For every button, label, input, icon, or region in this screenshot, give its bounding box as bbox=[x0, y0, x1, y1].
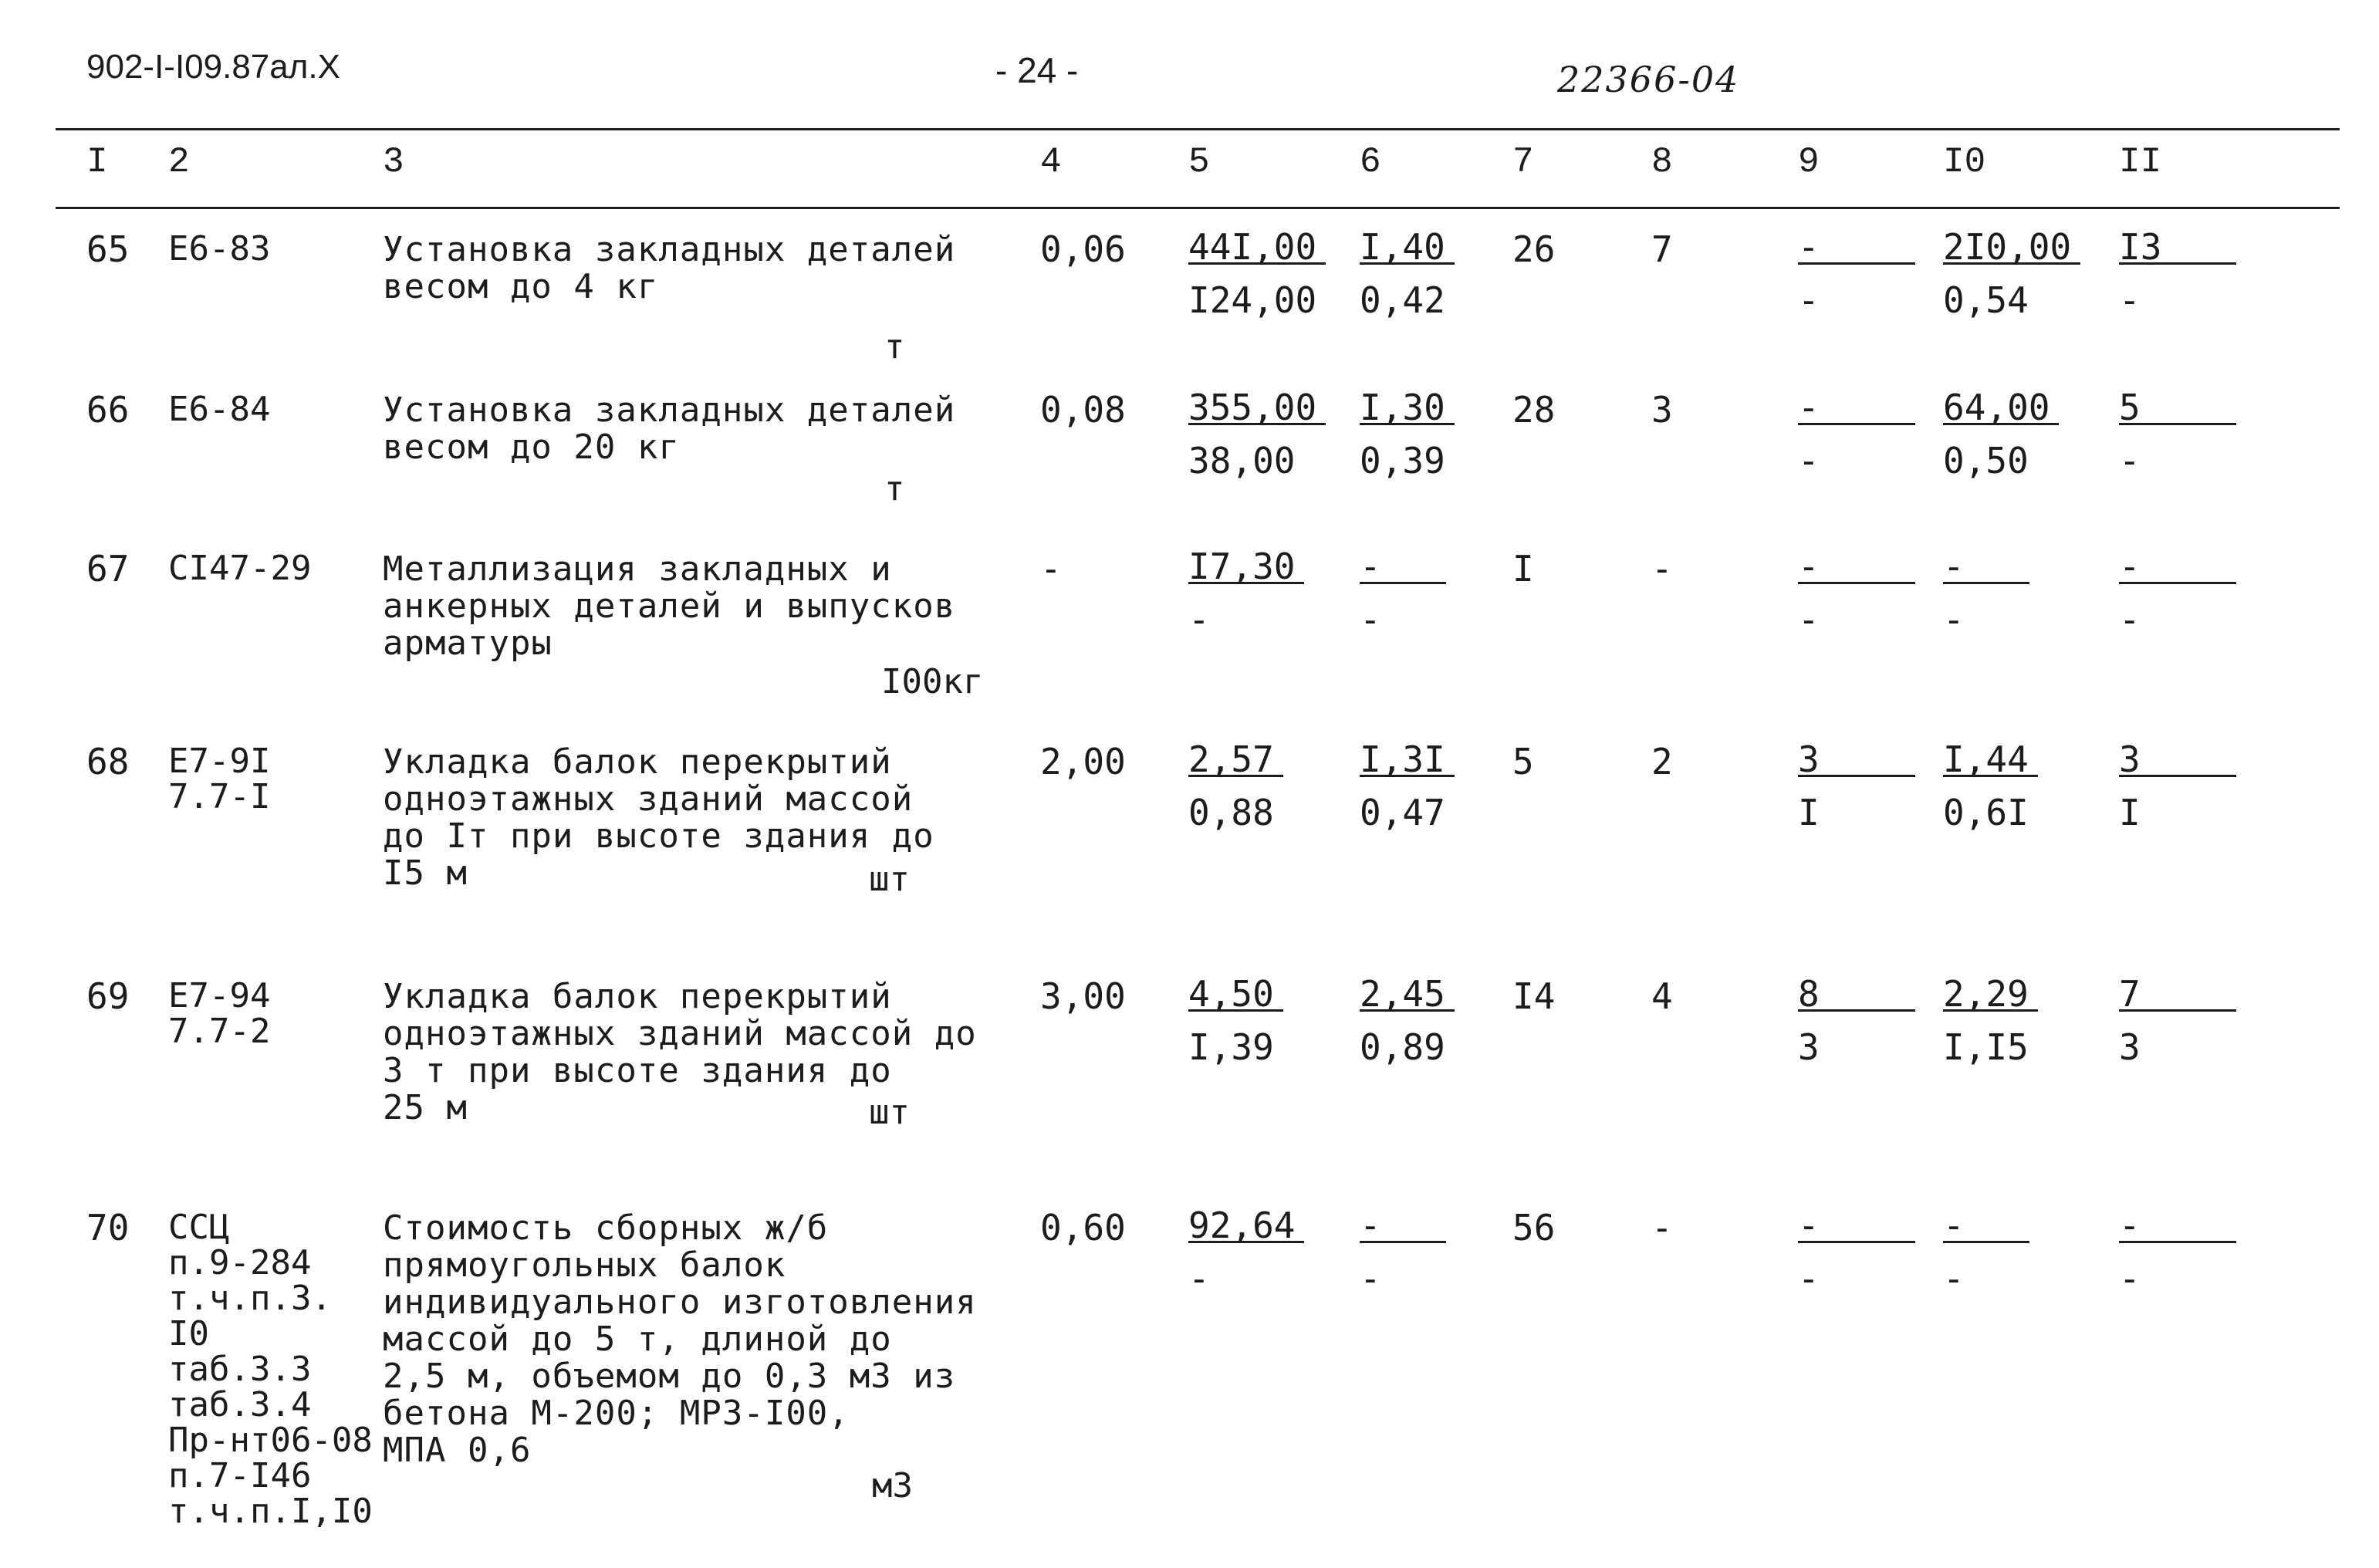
cost-value-denominator: - bbox=[1798, 599, 1820, 640]
labor-value: 28 bbox=[1512, 389, 1556, 431]
labor-value: I4 bbox=[1512, 975, 1556, 1017]
cost-value-numerator: I7,30 bbox=[1188, 551, 1304, 584]
cost-value-numerator: - bbox=[1943, 551, 2029, 584]
resource-code: 7.7-2 bbox=[168, 1012, 271, 1051]
cost-value-denominator: - bbox=[1188, 1258, 1210, 1299]
work-description: весом до 4 кг bbox=[383, 267, 659, 306]
page-number: - 24 - bbox=[995, 50, 1079, 90]
column-header: 4 bbox=[1040, 142, 1062, 182]
header-rule bbox=[56, 207, 2340, 209]
cost-value-numerator: I3 bbox=[2119, 231, 2236, 265]
resource-code: таб.3.3 bbox=[168, 1350, 312, 1389]
cost-value-denominator: I bbox=[2119, 792, 2141, 833]
resource-code: Е6-84 bbox=[168, 390, 271, 429]
cost-value-denominator: I,39 bbox=[1188, 1026, 1274, 1068]
cost-value-numerator: 3 bbox=[2119, 744, 2236, 777]
cost-value-numerator: 355,00 bbox=[1188, 392, 1326, 425]
cost-value-denominator: - bbox=[1360, 1258, 1381, 1299]
handwritten-stamp-number: 22366-04 bbox=[1557, 59, 1740, 100]
cost-value-denominator: I bbox=[1798, 792, 1820, 833]
cost-value-denominator: - bbox=[1798, 1258, 1820, 1299]
measure-unit: шт bbox=[869, 860, 910, 899]
cost-value-numerator: 4,50 bbox=[1188, 978, 1283, 1012]
row-number: 66 bbox=[86, 389, 130, 431]
machine-value: 7 bbox=[1651, 228, 1673, 270]
cost-value-denominator: - bbox=[1188, 599, 1210, 640]
work-description: Металлизация закладных и bbox=[383, 549, 892, 589]
row-number: 67 bbox=[86, 548, 130, 590]
labor-value: 5 bbox=[1512, 741, 1534, 782]
cost-value-denominator: I,I5 bbox=[1943, 1026, 2029, 1068]
resource-code: таб.3.4 bbox=[168, 1385, 312, 1424]
cost-value-numerator: - bbox=[1360, 1210, 1446, 1243]
cost-value-denominator: - bbox=[2119, 279, 2141, 321]
quantity-value: 0,06 bbox=[1040, 228, 1126, 270]
machine-value: - bbox=[1651, 1207, 1673, 1249]
resource-code: т.ч.п.3. bbox=[168, 1279, 332, 1318]
work-description: МПА 0,6 bbox=[383, 1431, 532, 1470]
cost-value-denominator: 0,89 bbox=[1360, 1026, 1445, 1068]
resource-code: 7.7-I bbox=[168, 777, 271, 816]
cost-value-numerator: - bbox=[2119, 551, 2236, 584]
resource-code: I0 bbox=[168, 1314, 209, 1353]
column-header: I bbox=[86, 142, 108, 182]
machine-value: 2 bbox=[1651, 741, 1673, 782]
cost-value-denominator: 3 bbox=[2119, 1026, 2141, 1068]
cost-value-numerator: I,3I bbox=[1360, 744, 1455, 777]
work-description: до Iт при высоте здания до bbox=[383, 816, 934, 856]
cost-value-numerator: 8 bbox=[1798, 978, 1915, 1012]
cost-value-denominator: - bbox=[1360, 599, 1381, 640]
cost-value-denominator: 0,39 bbox=[1360, 440, 1445, 482]
column-header: 8 bbox=[1651, 142, 1673, 182]
resource-code: Пр-нт06-08 bbox=[168, 1421, 373, 1460]
row-number: 65 bbox=[86, 228, 130, 270]
resource-code: СI47-29 bbox=[168, 549, 312, 588]
column-header: 2 bbox=[168, 142, 190, 182]
work-description: бетона М-200; МРЗ-I00, bbox=[383, 1394, 850, 1433]
cost-value-numerator: 3 bbox=[1798, 744, 1915, 777]
work-description: анкерных деталей и выпусков bbox=[383, 586, 956, 626]
cost-value-numerator: - bbox=[1798, 551, 1915, 584]
cost-value-denominator: 3 bbox=[1798, 1026, 1820, 1068]
work-description: Установка закладных деталей bbox=[383, 390, 956, 430]
work-description: индивидуального изготовления bbox=[383, 1282, 977, 1322]
quantity-value: 2,00 bbox=[1040, 741, 1126, 782]
column-header: 3 bbox=[383, 142, 404, 182]
top-rule bbox=[56, 128, 2340, 130]
measure-unit: I00кг bbox=[881, 662, 984, 701]
cost-value-numerator: - bbox=[1798, 1210, 1915, 1243]
cost-value-denominator: 0,6I bbox=[1943, 792, 2029, 833]
labor-value: I bbox=[1512, 548, 1534, 590]
work-description: прямоугольных балок bbox=[383, 1245, 786, 1285]
column-header: 7 bbox=[1512, 142, 1534, 182]
cost-value-denominator: 0,50 bbox=[1943, 440, 2029, 482]
machine-value: 4 bbox=[1651, 975, 1673, 1017]
cost-value-denominator: 38,00 bbox=[1188, 440, 1296, 482]
cost-value-numerator: 44I,00 bbox=[1188, 231, 1326, 265]
quantity-value: 3,00 bbox=[1040, 975, 1126, 1017]
measure-unit: шт bbox=[869, 1093, 910, 1132]
work-description: Укладка балок перекрытий bbox=[383, 742, 892, 782]
cost-value-denominator: - bbox=[2119, 599, 2141, 640]
work-description: весом до 20 кг bbox=[383, 427, 680, 467]
cost-value-numerator: 2I0,00 bbox=[1943, 231, 2080, 265]
document-code: 902-I-I09.87ал.X bbox=[86, 48, 340, 86]
column-header: 5 bbox=[1188, 142, 1210, 182]
work-description: 2,5 м, объемом до 0,3 м3 из bbox=[383, 1357, 956, 1396]
resource-code: Е7-9I bbox=[168, 742, 271, 781]
column-header: I0 bbox=[1943, 142, 1986, 182]
resource-code: ССЦ bbox=[168, 1208, 230, 1247]
cost-value-numerator: - bbox=[2119, 1210, 2236, 1243]
work-description: массой до 5 т, длиной до bbox=[383, 1320, 892, 1359]
work-description: Установка закладных деталей bbox=[383, 230, 956, 269]
quantity-value: - bbox=[1040, 548, 1062, 590]
row-number: 69 bbox=[86, 975, 130, 1017]
measure-unit: т bbox=[884, 469, 905, 509]
work-description: 25 м bbox=[383, 1088, 468, 1127]
cost-value-numerator: - bbox=[1943, 1210, 2029, 1243]
labor-value: 56 bbox=[1512, 1207, 1556, 1249]
cost-value-numerator: - bbox=[1360, 551, 1446, 584]
column-header: II bbox=[2119, 142, 2162, 182]
machine-value: 3 bbox=[1651, 389, 1673, 431]
cost-value-numerator: - bbox=[1798, 231, 1915, 265]
column-header: 9 bbox=[1798, 142, 1820, 182]
cost-value-denominator: 0,88 bbox=[1188, 792, 1274, 833]
cost-value-denominator: 0,54 bbox=[1943, 279, 2029, 321]
resource-code: Е6-83 bbox=[168, 229, 271, 269]
resource-code: т.ч.п.I,I0 bbox=[168, 1492, 373, 1531]
cost-value-denominator: - bbox=[2119, 440, 2141, 482]
column-header: 6 bbox=[1360, 142, 1381, 182]
cost-value-numerator: 2,45 bbox=[1360, 978, 1455, 1012]
cost-value-numerator: I,44 bbox=[1943, 744, 2038, 777]
measure-unit: м3 bbox=[872, 1466, 913, 1505]
cost-value-numerator: 92,64 bbox=[1188, 1210, 1304, 1243]
resource-code: п.7-I46 bbox=[168, 1456, 312, 1495]
labor-value: 26 bbox=[1512, 228, 1556, 270]
resource-code: Е7-94 bbox=[168, 976, 271, 1015]
cost-value-numerator: I,40 bbox=[1360, 231, 1455, 265]
cost-value-numerator: 2,29 bbox=[1943, 978, 2038, 1012]
work-description: арматуры bbox=[383, 623, 553, 663]
cost-value-numerator: 5 bbox=[2119, 392, 2236, 425]
cost-value-denominator: - bbox=[1943, 599, 1965, 640]
quantity-value: 0,60 bbox=[1040, 1207, 1126, 1249]
cost-value-denominator: - bbox=[2119, 1258, 2141, 1299]
row-number: 68 bbox=[86, 741, 130, 782]
work-description: I5 м bbox=[383, 853, 468, 893]
cost-value-denominator: 0,42 bbox=[1360, 279, 1445, 321]
cost-value-numerator: 64,00 bbox=[1943, 392, 2059, 425]
cost-value-denominator: - bbox=[1798, 440, 1820, 482]
machine-value: - bbox=[1651, 548, 1673, 590]
cost-value-numerator: 7 bbox=[2119, 978, 2236, 1012]
measure-unit: т bbox=[884, 327, 905, 367]
work-description: Укладка балок перекрытий bbox=[383, 977, 892, 1016]
work-description: 3 т при высоте здания до bbox=[383, 1051, 892, 1090]
work-description: одноэтажных зданий массой до bbox=[383, 1014, 977, 1053]
quantity-value: 0,08 bbox=[1040, 389, 1126, 431]
cost-value-denominator: - bbox=[1943, 1258, 1965, 1299]
work-description: одноэтажных зданий массой bbox=[383, 779, 914, 819]
cost-value-denominator: 0,47 bbox=[1360, 792, 1445, 833]
cost-value-denominator: - bbox=[1798, 279, 1820, 321]
work-description: Стоимость сборных ж/б bbox=[383, 1208, 829, 1248]
cost-value-numerator: - bbox=[1798, 392, 1915, 425]
cost-value-denominator: I24,00 bbox=[1188, 279, 1317, 321]
resource-code: п.9-284 bbox=[168, 1243, 312, 1282]
cost-value-numerator: I,30 bbox=[1360, 392, 1455, 425]
cost-value-numerator: 2,57 bbox=[1188, 744, 1283, 777]
row-number: 70 bbox=[86, 1207, 130, 1249]
